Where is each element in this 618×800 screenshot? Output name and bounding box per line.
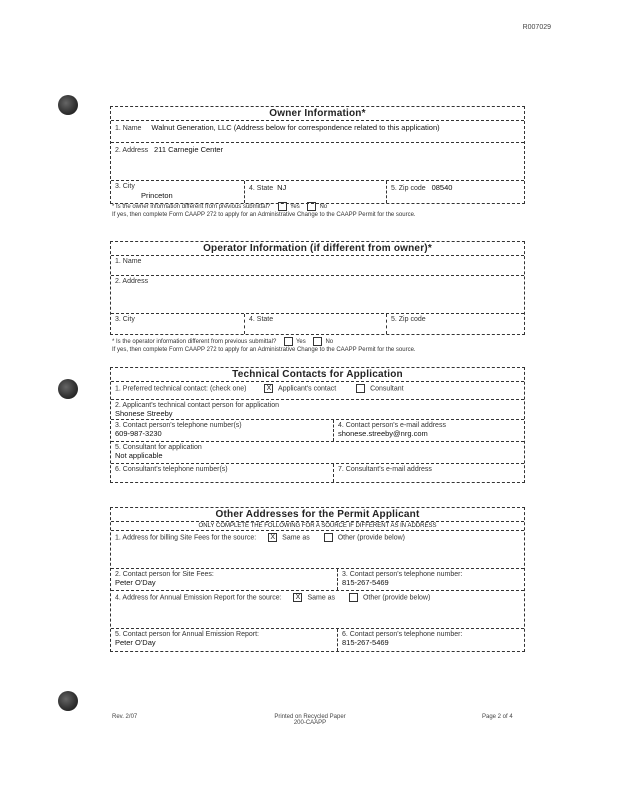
city-label: 3. City [115, 183, 135, 190]
technical-contact-value[interactable]: Shonese Streeby [115, 409, 173, 418]
page-id: R007029 [522, 24, 551, 31]
site-fees-phone-label: 3. Contact person's telephone number: [342, 571, 463, 578]
consultant-email-label: 7. Consultant's e-mail address [338, 466, 432, 473]
billing-same-label: Same as [282, 534, 310, 542]
consultant-phone-label: 6. Consultant's telephone number(s) [115, 466, 228, 473]
section-title: Operator Information (if different from owner)* [111, 242, 524, 256]
contact-email-value[interactable]: shonese.streeby@nrg.com [338, 429, 428, 438]
annual-report-phone-label: 6. Contact person's telephone number: [342, 631, 463, 638]
site-fees-contact-value[interactable]: Peter O'Day [115, 578, 156, 587]
address-label: 2. Address [115, 147, 149, 154]
footer-center [250, 714, 370, 726]
operator-note [112, 337, 532, 354]
technical-contact-label: 2. Applicant's technical contact person for application [115, 402, 279, 409]
annual-report-contact-label: 5. Contact person for Annual Emission Report: [115, 631, 259, 638]
annual-other-label: Other (provide below) [362, 594, 431, 602]
operator-information-section [110, 241, 525, 335]
billing-same-checkbox[interactable]: X [268, 533, 277, 542]
annual-report-phone-value[interactable]: 815-267-5469 [342, 638, 389, 647]
owner-yes-label: Yes [289, 204, 300, 211]
state-label: 4. State [249, 316, 274, 323]
consultant-application-value[interactable]: Not applicable [115, 451, 163, 460]
contact-email-label: 4. Contact person's e-mail address [338, 422, 446, 429]
owner-zip-value[interactable]: 08540 [431, 183, 453, 192]
annual-same-checkbox[interactable]: X [293, 593, 302, 602]
site-fees-contact-label: 2. Contact person for Site Fees: [115, 571, 214, 578]
footer-revision: Rev. 2/07 [112, 714, 138, 720]
operator-yes-label: Yes [295, 339, 306, 346]
annual-report-contact-value[interactable]: Peter O'Day [115, 638, 156, 647]
technical-contacts-section [110, 367, 525, 483]
owner-no-checkbox[interactable] [307, 202, 316, 211]
section-title: Technical Contacts for Application [111, 368, 524, 382]
name-label: 1. Name [115, 125, 142, 132]
state-label: 4. State [249, 185, 274, 192]
other-addresses-section [110, 507, 525, 652]
owner-address-value[interactable]: 211 Carnegie Center [154, 145, 224, 154]
city-label: 3. City [115, 316, 135, 323]
annual-other-checkbox[interactable] [349, 593, 358, 602]
owner-city-value[interactable]: Princeton [141, 191, 173, 200]
operator-no-label: No [325, 339, 334, 346]
owner-note-question: * Is the owner information different from previous submittal? [112, 204, 271, 211]
contact-phone-label: 3. Contact person's telephone number(s) [115, 422, 242, 429]
punch-hole-middle [58, 379, 78, 399]
owner-yes-checkbox[interactable] [278, 202, 287, 211]
operator-no-checkbox[interactable] [313, 337, 322, 346]
billing-other-checkbox[interactable] [324, 533, 333, 542]
footer-page-number: Page 2 of 4 [482, 714, 513, 720]
site-fees-phone-value[interactable]: 815-267-5469 [342, 578, 389, 587]
operator-note-instruction: If yes, then complete Form CAAPP 272 to apply for an Administrative Change to the CAAPP Permit for the source. [112, 347, 416, 354]
annual-same-label: Same as [307, 594, 336, 602]
section-title: Owner Information* [111, 107, 524, 121]
section-title: Other Addresses for the Permit Applicant [111, 508, 524, 522]
billing-address-label: 1. Address for billing Site Fees for the source: [115, 534, 257, 542]
owner-name-value[interactable]: Walnut Generation, LLC (Address below for correspondence related to this application) [151, 123, 440, 132]
owner-note-instruction: If yes, then complete Form CAAPP 272 to apply for an Administrative Change to the CAAPP Permit for the source. [112, 212, 416, 219]
owner-no-label: No [319, 204, 328, 211]
owner-note [112, 202, 532, 219]
preferred-contact-label: 1. Preferred technical contact: (check one) [115, 385, 247, 393]
zip-label: 5. Zip code [391, 316, 426, 323]
consultant-application-label: 5. Consultant for application [115, 444, 202, 451]
punch-hole-top [58, 95, 78, 115]
owner-information-section [110, 106, 525, 204]
applicant-contact-checkbox[interactable]: X [264, 384, 273, 393]
contact-phone-value[interactable]: 609-987-3230 [115, 429, 162, 438]
section-subtitle: ONLY COMPLETE THE FOLLOWING FOR A SOURCE IF DIFFERENT AS IN ADDRESS [111, 522, 524, 531]
consultant-checkbox[interactable] [356, 384, 365, 393]
footer-recycled-note: Printed on Recycled Paper [274, 714, 346, 720]
operator-note-question: * Is the operator information different from previous submittal? [112, 339, 277, 346]
address-label: 2. Address [115, 278, 149, 285]
applicant-contact-label: Applicant's contact [278, 385, 337, 393]
consultant-label: Consultant [370, 385, 404, 393]
billing-other-label: Other (provide below) [337, 534, 405, 542]
zip-label: 5. Zip code [391, 185, 426, 192]
operator-yes-checkbox[interactable] [284, 337, 293, 346]
name-label: 1. Name [115, 258, 142, 265]
punch-hole-bottom [58, 691, 78, 711]
annual-report-address-label: 4. Address for Annual Emission Report for the source: [115, 594, 282, 602]
footer-form-number: 200-CAAPP [293, 720, 327, 726]
owner-state-value[interactable]: NJ [277, 183, 287, 192]
